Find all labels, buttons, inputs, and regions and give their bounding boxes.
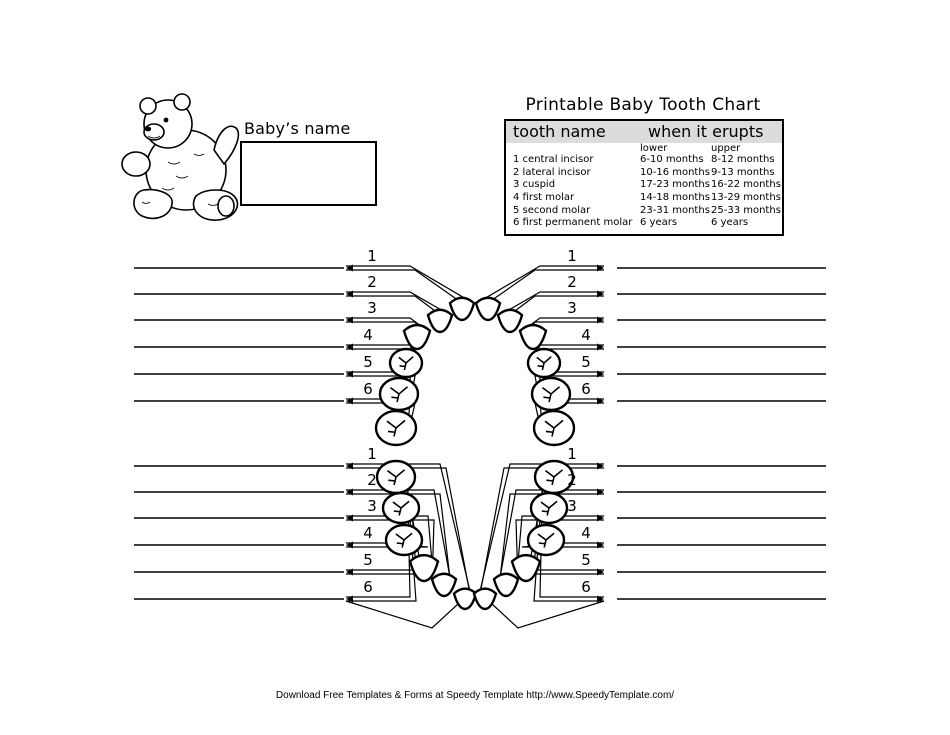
tooth-name: 4 first molar [513, 192, 575, 204]
tooth-number-label: 5 [363, 551, 373, 569]
tooth-lower-right-molar [377, 461, 415, 493]
tooth-number-label: 6 [363, 380, 373, 398]
lower-erupt: 17-23 months [640, 179, 710, 191]
tooth-lower-left-incisor [474, 589, 496, 609]
tooth-number-label: 6 [363, 578, 373, 596]
tooth-lower-left-molar [528, 525, 564, 555]
tooth-number-label: 3 [367, 299, 377, 317]
tooth-upper-left-molar [532, 378, 570, 410]
tooth-outline [476, 298, 500, 320]
baby-name-label: Baby’s name [244, 119, 351, 138]
upper-erupt: 9-13 months [711, 166, 775, 178]
tooth-upper-right-molar [380, 378, 418, 410]
tooth-lower-left-incisor [494, 574, 518, 596]
upper-erupt: 6 years [711, 217, 749, 229]
lower-erupt: 6-10 months [640, 154, 704, 165]
tooth-outline [474, 589, 496, 609]
leader-line [346, 601, 458, 628]
tooth-name: 1 central incisor [513, 154, 594, 165]
tooth-number-label: 3 [367, 497, 377, 515]
lower-erupt: 14-18 months [640, 192, 710, 204]
tooth-number-label: 2 [367, 471, 377, 489]
tooth-outline [432, 574, 456, 596]
header-tooth-name: tooth name [513, 122, 606, 141]
subheader-upper: upper [711, 143, 741, 154]
tooth-outline [428, 310, 452, 332]
tooth-lower-right-molar [383, 493, 419, 523]
tooth-number-label: 6 [581, 380, 591, 398]
upper-erupt: 16-22 months [711, 179, 781, 191]
footer-text: Download Free Templates & Forms at Speedy Template http://www.SpeedyTemplate.com/ [275, 690, 675, 701]
tooth-number-label: 4 [363, 326, 373, 344]
tooth-outline [450, 298, 474, 320]
lower-erupt: 10-16 months [640, 166, 710, 178]
tooth-lower-right-incisor [454, 589, 476, 609]
header-when-erupts: when it erupts [648, 122, 764, 141]
tooth-upper-left-molar [528, 349, 560, 377]
tooth-number-label: 2 [567, 471, 577, 489]
tooth-upper-right-molar [390, 349, 422, 377]
tooth-lower-right-molar [386, 525, 422, 555]
tooth-upper-left-molar [534, 411, 574, 445]
tooth-name: 5 second molar [513, 204, 591, 216]
chart-title: Printable Baby Tooth Chart [525, 95, 761, 115]
tooth-number-label: 1 [567, 445, 577, 463]
lower-erupt: 23-31 months [640, 204, 710, 216]
tooth-number-label: 1 [567, 247, 577, 265]
leader-line [492, 601, 604, 628]
tooth-number-label: 4 [581, 524, 591, 542]
tooth-name: 3 cuspid [513, 179, 556, 191]
tooth-lower-left-molar [531, 493, 567, 523]
tooth-outline [498, 310, 522, 332]
upper-erupt: 25-33 months [711, 204, 781, 216]
tooth-lower-right-incisor [432, 574, 456, 596]
tooth-number-label: 1 [367, 247, 377, 265]
tooth-number-label: 5 [581, 551, 591, 569]
upper-erupt: 8-12 months [711, 154, 775, 165]
tooth-number-label: 1 [367, 445, 377, 463]
tooth-upper-left-incisor [498, 310, 522, 332]
tooth-number-label: 3 [567, 299, 577, 317]
tooth-name: 2 lateral incisor [513, 166, 591, 178]
tooth-outline [494, 574, 518, 596]
tooth-upper-right-incisor [450, 298, 474, 320]
tooth-number-label: 5 [363, 353, 373, 371]
tooth-outline [454, 589, 476, 609]
lower-erupt: 6 years [640, 217, 678, 229]
subheader-lower: lower [640, 143, 668, 154]
leader-line [346, 292, 447, 313]
tooth-number-label: 2 [567, 273, 577, 291]
tooth-number-label: 5 [581, 353, 591, 371]
tooth-number-label: 4 [581, 326, 591, 344]
tooth-upper-left-incisor [476, 298, 500, 320]
tooth-number-label: 6 [581, 578, 591, 596]
upper-erupt: 13-29 months [711, 192, 781, 204]
tooth-number-label: 2 [367, 273, 377, 291]
tooth-upper-right-molar [376, 411, 416, 445]
tooth-upper-right-incisor [428, 310, 452, 332]
tooth-name: 6 first permanent molar [513, 217, 633, 229]
tooth-number-label: 3 [567, 497, 577, 515]
tooth-number-label: 4 [363, 524, 373, 542]
leader-line [503, 292, 604, 313]
